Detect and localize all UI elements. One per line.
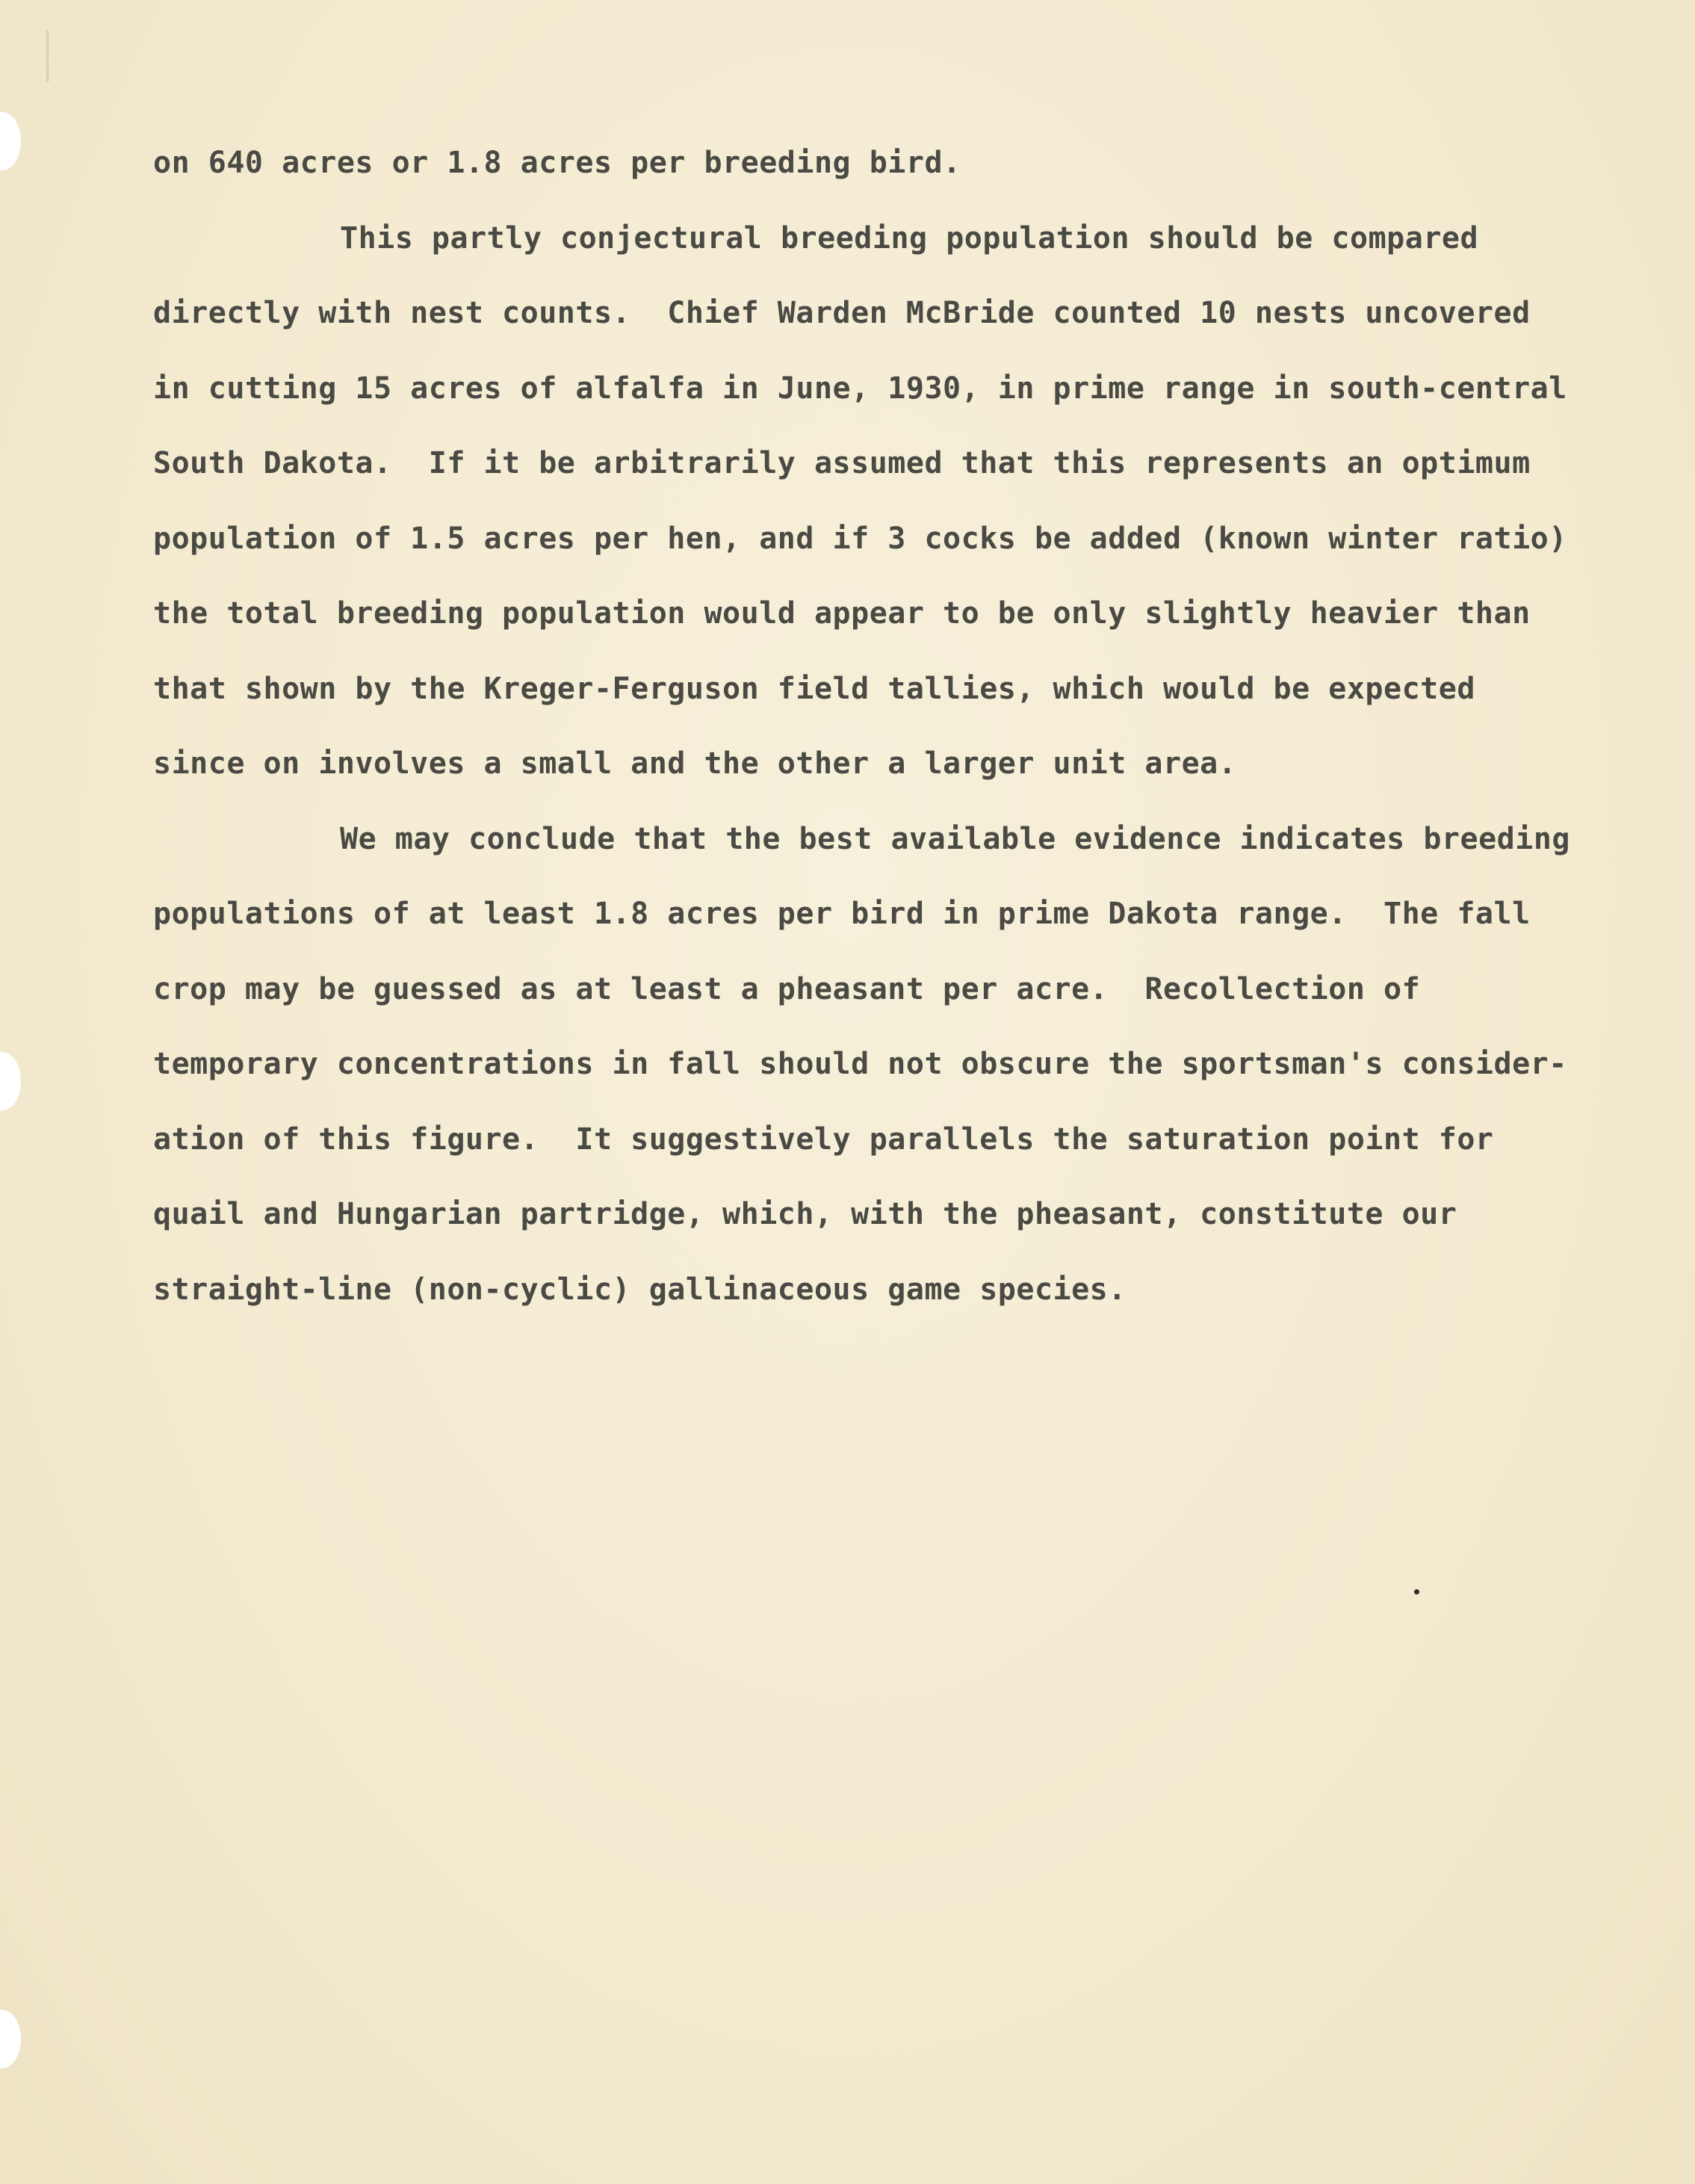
text-line: the total breeding population would appear to be only slightly heavier than: [153, 596, 1531, 631]
text-line: directly with nest counts. Chief Warden McBride counted 10 nests uncovered: [153, 296, 1531, 330]
text-line: populations of at least 1.8 acres per bird in prime Dakota range. The fall: [153, 897, 1531, 931]
typed-text-body: [153, 126, 1610, 1327]
text-line: since on involves a small and the other a larger unit area.: [153, 746, 1237, 781]
paragraph-start-line: We may conclude that the best available evidence indicates breeding: [340, 821, 1570, 856]
text-line: crop may be guessed as at least a pheasant per acre. Recollection of: [153, 971, 1421, 1006]
text-line: in cutting 15 acres of alfalfa in June, 1930, in prime range in south-central: [153, 371, 1567, 406]
text-line: that shown by the Kreger-Ferguson field tallies, which would be expected: [153, 671, 1475, 706]
text-line: South Dakota. If it be arbitrarily assumed that this represents an optimum: [153, 446, 1531, 480]
paragraph-start-line: This partly conjectural breeding population should be compared: [340, 220, 1479, 256]
text-line: quail and Hungarian partridge, which, with the pheasant, constitute our: [153, 1197, 1457, 1231]
text-line: ation of this figure. It suggestively parallels the saturation point for: [153, 1122, 1494, 1157]
binder-hole-top: [0, 112, 21, 170]
binder-hole-middle: [0, 1052, 21, 1110]
text-line: population of 1.5 acres per hen, and if 3 cocks be added (known winter ratio): [153, 521, 1567, 556]
paper-edge-mark: [46, 30, 49, 82]
text-line: temporary concentrations in fall should not obscure the sportsman's consider-: [153, 1047, 1567, 1081]
text-line: straight-line (non-cyclic) gallinaceous game species.: [153, 1272, 1127, 1307]
binder-hole-bottom: [0, 2010, 21, 2068]
text-line: on 640 acres or 1.8 acres per breeding bird.: [153, 146, 961, 180]
ink-speck: [1414, 1589, 1419, 1594]
